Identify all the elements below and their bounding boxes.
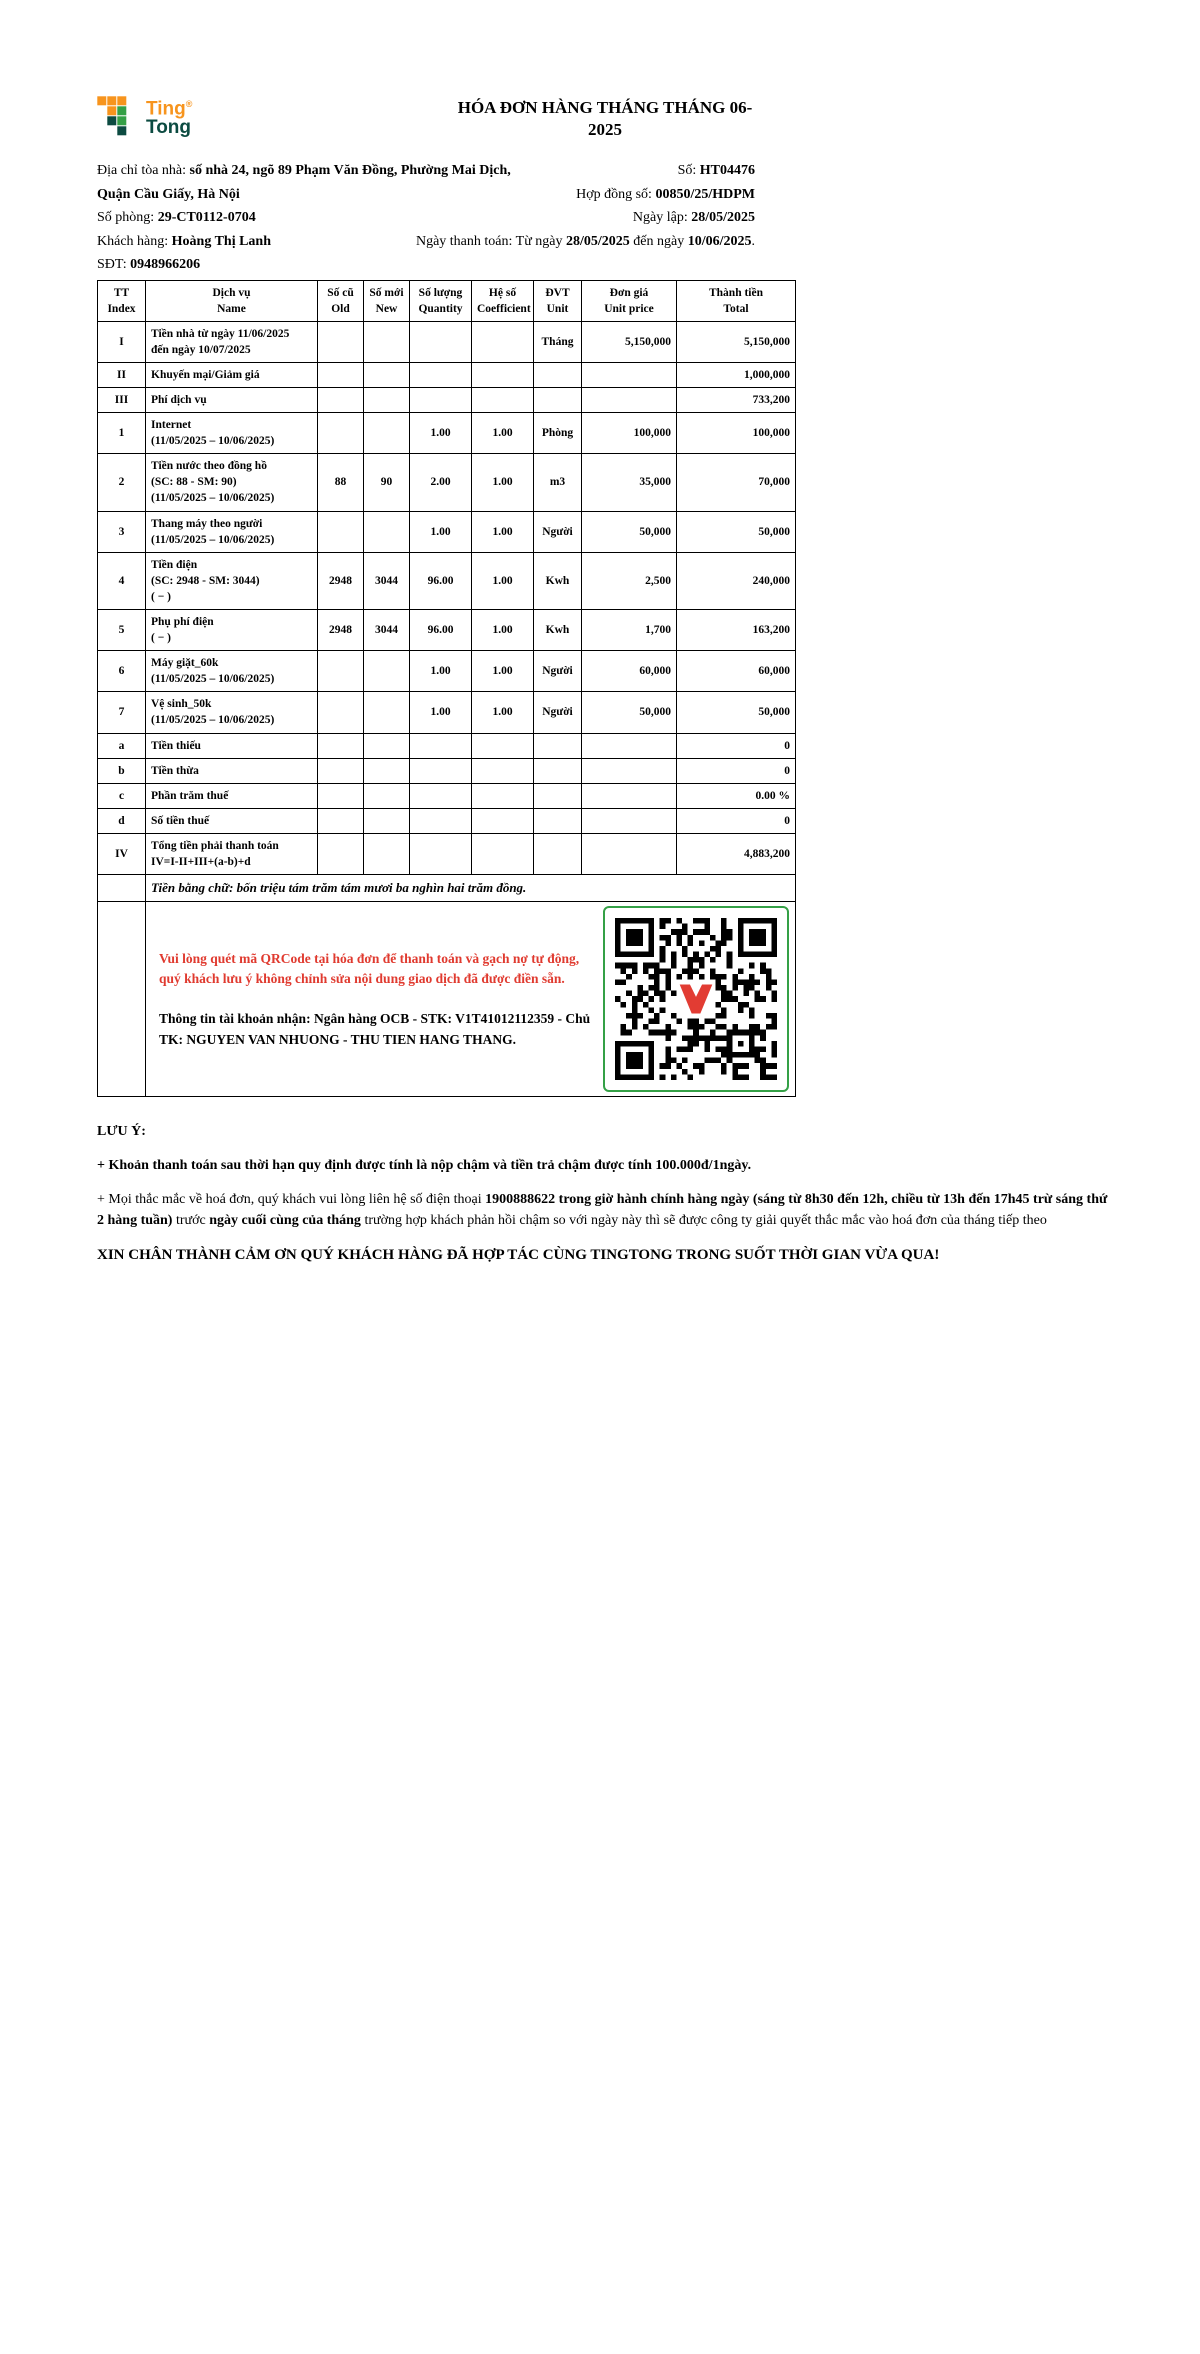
invoice-info-right <box>325 159 755 253</box>
cell-coefficient <box>472 833 534 874</box>
cell-old <box>318 833 364 874</box>
table-row <box>98 454 796 511</box>
table-row <box>98 552 796 609</box>
cell-coefficient <box>472 387 534 412</box>
table-row <box>98 833 796 874</box>
payment-instructions <box>151 949 591 1050</box>
room-number: Số phòng: 29-CT0112-0704 <box>97 210 256 225</box>
cell-total: 0 <box>677 733 796 758</box>
column-header-9: Thành tiền Total <box>677 280 796 321</box>
cell-total: 240,000 <box>677 552 796 609</box>
late-payment-note: + Khoản thanh toán sau thời hạn quy định được tính là nộp chậm và tiền trả chậm được tính 100.000đ/1ngày. <box>97 1158 752 1174</box>
cell-index: II <box>98 362 146 387</box>
invoice-header <box>97 95 755 147</box>
cell-unit: Người <box>534 651 582 692</box>
cell-total: 0 <box>677 758 796 783</box>
cell-unit-price: 5,150,000 <box>582 321 677 362</box>
payment-qr-code <box>603 906 789 1092</box>
cell-index: 5 <box>98 610 146 651</box>
cell-service-name: Vệ sinh_50k (11/05/2025 – 10/06/2025) <box>146 692 318 733</box>
cell-new <box>364 511 410 552</box>
cell-total: 50,000 <box>677 511 796 552</box>
cell-new <box>364 733 410 758</box>
cell-service-name: Phụ phí điện ( − ) <box>146 610 318 651</box>
customer-name: Khách hàng: Hoàng Thị Lanh <box>97 233 272 249</box>
cell-old <box>318 758 364 783</box>
cell-index: 7 <box>98 692 146 733</box>
cell-quantity <box>410 833 472 874</box>
cell-new <box>364 362 410 387</box>
cell-unit-price: 50,000 <box>582 511 677 552</box>
cell-coefficient: 1.00 <box>472 692 534 733</box>
cell-new <box>364 833 410 874</box>
cell-total: 50,000 <box>677 692 796 733</box>
cell-unit-price: 35,000 <box>582 454 677 511</box>
cell-index: 2 <box>98 454 146 511</box>
cell-quantity: 1.00 <box>410 651 472 692</box>
cell-service-name: Tiền thừa <box>146 758 318 783</box>
invoice-table <box>97 280 796 1098</box>
cell-unit <box>534 783 582 808</box>
payment-row <box>98 902 796 1097</box>
cell-index <box>98 902 146 1097</box>
cell-total: 4,883,200 <box>677 833 796 874</box>
table-row <box>98 610 796 651</box>
cell-coefficient: 1.00 <box>472 454 534 511</box>
cell-old <box>318 808 364 833</box>
cell-unit <box>534 387 582 412</box>
cell-index: d <box>98 808 146 833</box>
table-row <box>98 651 796 692</box>
cell-service-name: Số tiền thuế <box>146 808 318 833</box>
cell-index: 6 <box>98 651 146 692</box>
cell-service-name: Tiền điện (SC: 2948 - SM: 3044) ( − ) <box>146 552 318 609</box>
cell-old <box>318 692 364 733</box>
cell-quantity <box>410 783 472 808</box>
payment-period: Ngày thanh toán: Từ ngày 28/05/2025 đến ngày 10/06/2025. <box>415 233 755 249</box>
cell-coefficient: 1.00 <box>472 610 534 651</box>
cell-unit: Phòng <box>534 413 582 454</box>
cell-unit <box>534 733 582 758</box>
table-row <box>98 413 796 454</box>
cell-index: 4 <box>98 552 146 609</box>
invoice-info <box>97 159 755 277</box>
cell-unit: Tháng <box>534 321 582 362</box>
contact-note: + Mọi thắc mắc về hoá đơn, quý khách vui lòng liên hệ số điện thoại 1900888622 trong giờ hành chính hàng ngày (sáng từ 8h30 đến 12h, chiều từ 13h đến 17h45 trừ sáng thứ 2 hàng tuần) trước ngày cuối cùng của tháng trường hợp khách phản hồi chậm so với ngày này thì sẽ được công ty giải quyết thắc mắc vào hoá đơn của tháng tiếp theo <box>97 1192 1108 1229</box>
cell-coefficient: 1.00 <box>472 651 534 692</box>
cell-index: IV <box>98 833 146 874</box>
cell-unit <box>534 833 582 874</box>
cell-old <box>318 651 364 692</box>
vietqr-v-icon <box>679 985 713 1014</box>
tingtong-pixel-logo-icon <box>97 96 137 136</box>
logo-tong-text: Tong <box>146 117 192 139</box>
cell-coefficient: 1.00 <box>472 552 534 609</box>
cell-coefficient <box>472 783 534 808</box>
cell-total: 60,000 <box>677 651 796 692</box>
cell-unit-price: 1,700 <box>582 610 677 651</box>
cell-new <box>364 808 410 833</box>
cell-unit <box>534 362 582 387</box>
column-header-5: Số lượng Quantity <box>410 280 472 321</box>
cell-total: 70,000 <box>677 454 796 511</box>
cell-total: 100,000 <box>677 413 796 454</box>
cell-quantity <box>410 321 472 362</box>
table-row <box>98 511 796 552</box>
cell-unit-price <box>582 362 677 387</box>
table-row <box>98 758 796 783</box>
cell-total: 0 <box>677 808 796 833</box>
table-row <box>98 808 796 833</box>
cell-quantity <box>410 362 472 387</box>
column-header-8: Đơn giá Unit price <box>582 280 677 321</box>
customer-phone: SĐT: 0948966206 <box>97 257 201 272</box>
column-header-1: TT Index <box>98 280 146 321</box>
cell-old <box>318 321 364 362</box>
cell-index: a <box>98 733 146 758</box>
logo-wordmark <box>146 95 192 137</box>
cell-quantity: 2.00 <box>410 454 472 511</box>
cell-service-name: Tiền nhà từ ngày 11/06/2025 đến ngày 10/07/2025 <box>146 321 318 362</box>
cell-old <box>318 733 364 758</box>
cell-unit <box>534 758 582 783</box>
cell-unit-price: 50,000 <box>582 692 677 733</box>
invoice-page <box>97 95 1110 1266</box>
column-header-4: Số mới New <box>364 280 410 321</box>
cell-unit-price <box>582 733 677 758</box>
column-header-2: Dịch vụ Name <box>146 280 318 321</box>
account-info: Thông tin tài khoản nhận: Ngân hàng OCB - STK: V1T41012112359 - Chủ TK: NGUYEN VAN NHUONG - THU TIEN HANG THANG. <box>159 1011 591 1047</box>
cell-unit-price: 100,000 <box>582 413 677 454</box>
amount-in-words-cell <box>146 875 796 902</box>
payment-cell <box>146 902 796 1097</box>
cell-index: I <box>98 321 146 362</box>
cell-new <box>364 692 410 733</box>
cell-new <box>364 321 410 362</box>
cell-quantity: 96.00 <box>410 610 472 651</box>
table-row <box>98 362 796 387</box>
cell-total: 163,200 <box>677 610 796 651</box>
cell-quantity: 96.00 <box>410 552 472 609</box>
cell-service-name: Máy giặt_60k (11/05/2025 – 10/06/2025) <box>146 651 318 692</box>
cell-new <box>364 783 410 808</box>
cell-new <box>364 758 410 783</box>
cell-unit: Kwh <box>534 610 582 651</box>
cell-coefficient <box>472 362 534 387</box>
column-header-6: Hệ số Coefficient <box>472 280 534 321</box>
cell-unit-price: 60,000 <box>582 651 677 692</box>
cell-service-name: Thang máy theo người (11/05/2025 – 10/06/2025) <box>146 511 318 552</box>
registered-mark: ® <box>185 99 193 109</box>
cell-coefficient: 1.00 <box>472 413 534 454</box>
cell-unit: Kwh <box>534 552 582 609</box>
cell-unit-price <box>582 808 677 833</box>
issue-date: Ngày lập: 28/05/2025 <box>632 210 755 225</box>
invoice-title: HÓA ĐƠN HÀNG THÁNG THÁNG 06-2025 <box>457 98 753 139</box>
cell-unit: m3 <box>534 454 582 511</box>
cell-unit: Người <box>534 692 582 733</box>
invoice-table-body <box>98 321 796 1097</box>
column-header-7: ĐVT Unit <box>534 280 582 321</box>
cell-new <box>364 413 410 454</box>
table-row <box>98 321 796 362</box>
cell-old: 2948 <box>318 610 364 651</box>
cell-total: 1,000,000 <box>677 362 796 387</box>
cell-service-name: Phí dịch vụ <box>146 387 318 412</box>
amount-in-words-label: Tiền bằng chữ: <box>151 880 237 896</box>
cell-coefficient <box>472 733 534 758</box>
cell-coefficient <box>472 758 534 783</box>
cell-coefficient <box>472 321 534 362</box>
cell-new <box>364 387 410 412</box>
cell-old <box>318 362 364 387</box>
cell-quantity <box>410 387 472 412</box>
contract-number: Hợp đồng số: 00850/25/HDPM <box>576 186 755 202</box>
cell-unit <box>534 808 582 833</box>
cell-unit-price <box>582 387 677 412</box>
cell-new: 3044 <box>364 552 410 609</box>
cell-service-name: Khuyến mại/Giảm giá <box>146 362 318 387</box>
invoice-number: Số: HT04476 <box>677 163 755 178</box>
cell-quantity: 1.00 <box>410 511 472 552</box>
cell-quantity: 1.00 <box>410 413 472 454</box>
amount-in-words-value: bốn triệu tám trăm tám mươi ba nghìn hai trăm đồng. <box>236 880 527 896</box>
cell-old: 2948 <box>318 552 364 609</box>
cell-index: c <box>98 783 146 808</box>
cell-service-name: Phần trăm thuế <box>146 783 318 808</box>
cell-index: 1 <box>98 413 146 454</box>
cell-unit-price: 2,500 <box>582 552 677 609</box>
cell-service-name: Internet (11/05/2025 – 10/06/2025) <box>146 413 318 454</box>
tingtong-logo <box>97 95 192 137</box>
cell-total: 0.00 % <box>677 783 796 808</box>
cell-index: 3 <box>98 511 146 552</box>
cell-total: 5,150,000 <box>677 321 796 362</box>
cell-service-name: Tiền nước theo đồng hồ (SC: 88 - SM: 90) (11/05/2025 – 10/06/2025) <box>146 454 318 511</box>
cell-new: 3044 <box>364 610 410 651</box>
table-row <box>98 692 796 733</box>
cell-service-name: Tổng tiền phải thanh toán IV=I-II+III+(a-b)+d <box>146 833 318 874</box>
cell-coefficient <box>472 808 534 833</box>
notes-title: LƯU Ý: <box>97 1124 146 1140</box>
table-row <box>98 387 796 412</box>
cell-old <box>318 387 364 412</box>
cell-new: 90 <box>364 454 410 511</box>
cell-unit-price <box>582 833 677 874</box>
cell-quantity <box>410 808 472 833</box>
cell-quantity <box>410 758 472 783</box>
table-row <box>98 733 796 758</box>
cell-index: b <box>98 758 146 783</box>
cell-new <box>364 651 410 692</box>
cell-quantity: 1.00 <box>410 692 472 733</box>
cell-index <box>98 875 146 902</box>
cell-old: 88 <box>318 454 364 511</box>
logo-ting-text: Ting® <box>146 98 193 120</box>
cell-quantity <box>410 733 472 758</box>
cell-coefficient: 1.00 <box>472 511 534 552</box>
cell-total: 733,200 <box>677 387 796 412</box>
qr-warning-text: Vui lòng quét mã QRCode tại hóa đơn để thanh toán và gạch nợ tự động, quý khách lưu ý không chỉnh sửa nội dung giao dịch đã được điền sẵn. <box>159 950 580 987</box>
cell-old <box>318 783 364 808</box>
building-address: Địa chỉ tòa nhà: số nhà 24, ngõ 89 Phạm Văn Đồng, Phường Mai Dịch, Quận Cầu Giấy, Hà Nội <box>97 163 511 202</box>
cell-old <box>318 511 364 552</box>
table-row <box>98 783 796 808</box>
cell-index: III <box>98 387 146 412</box>
column-header-3: Số cũ Old <box>318 280 364 321</box>
cell-unit-price <box>582 758 677 783</box>
invoice-table-header-row <box>98 280 796 321</box>
thank-you-note: XIN CHÂN THÀNH CẢM ƠN QUÝ KHÁCH HÀNG ĐÃ HỢP TÁC CÙNG TINGTONG TRONG SUỐT THỜI GIAN VỪA QUA! <box>97 1247 940 1264</box>
cell-unit: Người <box>534 511 582 552</box>
invoice-footer <box>97 1121 1110 1266</box>
cell-unit-price <box>582 783 677 808</box>
cell-service-name: Tiền thiếu <box>146 733 318 758</box>
cell-old <box>318 413 364 454</box>
amount-in-words-row <box>98 875 796 902</box>
